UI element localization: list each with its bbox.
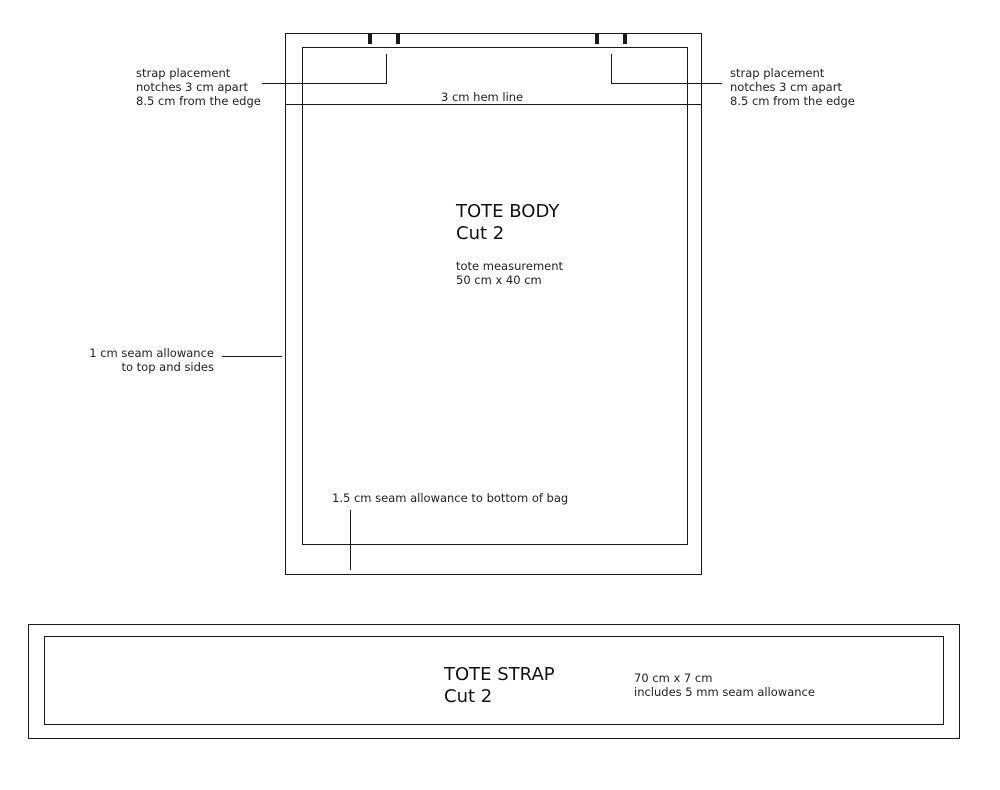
strap-placement-note-right [730, 66, 855, 108]
side-seam-line1: 1 cm seam allowance [89, 346, 214, 360]
tote-strap-title: TOTE STRAP [444, 664, 555, 685]
strap-notch-right-2 [623, 34, 627, 44]
strap-notch-left-1 [368, 34, 372, 44]
strap-note-left-line3: 8.5 cm from the edge [136, 94, 261, 108]
strap-note-left-line1: strap placement [136, 66, 231, 80]
bottom-seam-note: 1.5 cm seam allowance to bottom of bag [332, 491, 569, 505]
strap-notch-right-1 [595, 34, 599, 44]
tote-body-cut: Cut 2 [456, 223, 505, 244]
strap-placement-note-left [136, 66, 261, 108]
strap-note-right-line2: notches 3 cm apart [730, 80, 842, 94]
tote-measurement [456, 259, 563, 287]
tote-strap-title-block [444, 664, 555, 708]
strap-note-right-line3: 8.5 cm from the edge [730, 94, 855, 108]
strap-leader-right [612, 54, 723, 84]
strap-notch-left-2 [396, 34, 400, 44]
tote-strap-dimension: 70 cm x 7 cm [634, 671, 713, 685]
tote-body-title: TOTE BODY [456, 201, 560, 222]
side-seam-line2: to top and sides [121, 360, 214, 374]
strap-note-right-line1: strap placement [730, 66, 825, 80]
tote-measurement-line2: 50 cm x 40 cm [456, 273, 542, 287]
tote-strap-dimensions [634, 671, 815, 699]
tote-measurement-line1: tote measurement [456, 259, 564, 273]
tote-body-title-block [456, 201, 559, 245]
tote-strap-cut: Cut 2 [444, 686, 493, 707]
strap-note-left-line2: notches 3 cm apart [136, 80, 248, 94]
side-seam-note [89, 346, 214, 374]
tote-strap-seam-note: includes 5 mm seam allowance [634, 685, 815, 699]
tote-body-stitch-line [303, 48, 688, 545]
strap-leader-left [262, 54, 387, 84]
hem-line-label: 3 cm hem line [441, 90, 524, 104]
